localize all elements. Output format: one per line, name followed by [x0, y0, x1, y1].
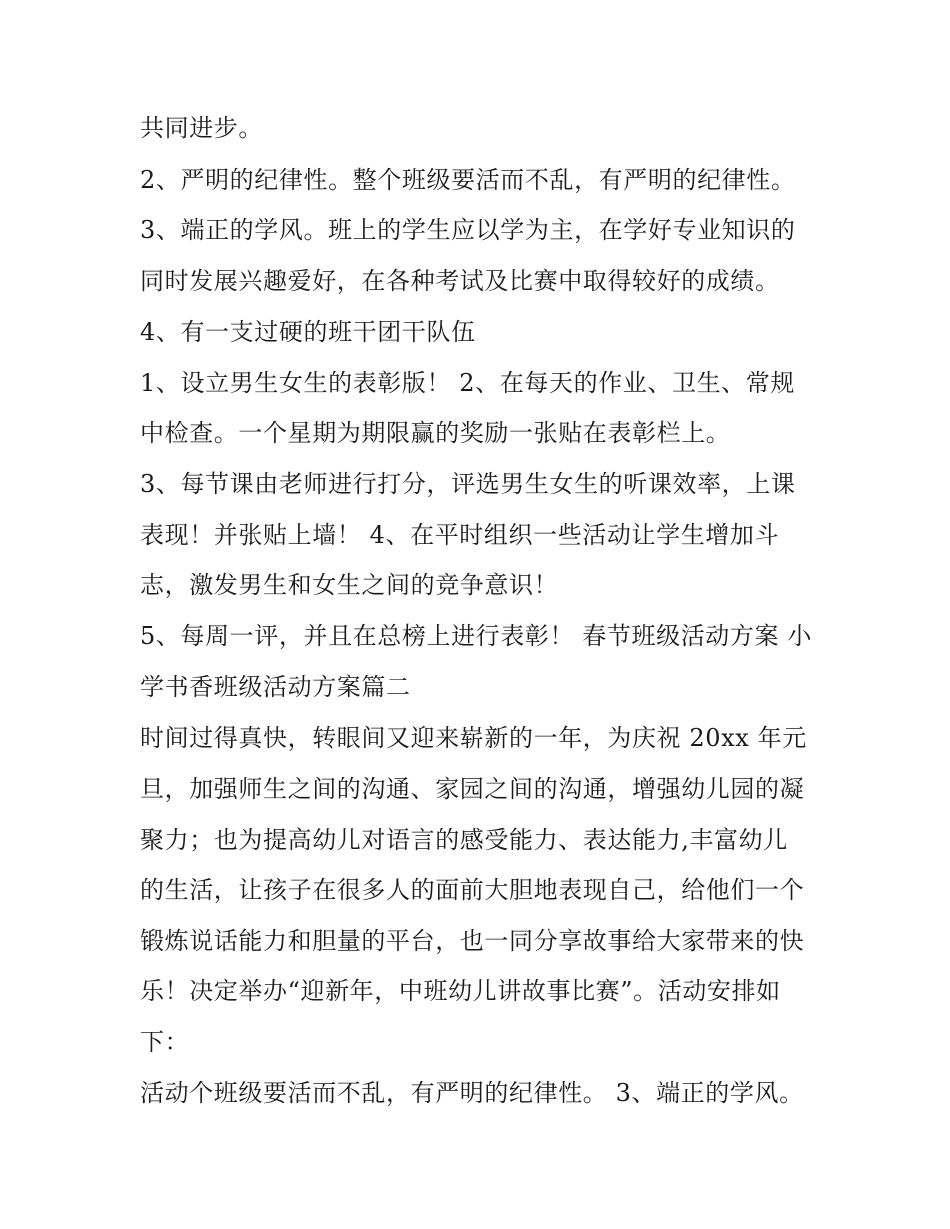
text-line: 活动个班级要活而不乱，有严明的纪律性。 3、端正的学风。 — [140, 1079, 804, 1107]
text-line: 5、每周一评，并且在总榜上进行表彰！ 春节班级活动方案 小 — [140, 622, 812, 650]
text-line: 中检查。一个星期为期限赢的奖励一张贴在表彰栏上。 — [140, 419, 731, 447]
text-line: 3、每节课由老师进行打分，评选男生女生的听课效率，上课 — [140, 470, 796, 498]
text-line: 聚力；也为提高幼儿对语言的感受能力、表达能力,丰富幼儿 — [140, 826, 788, 854]
text-line: 共同进步。 — [140, 114, 263, 142]
text-line: 锻炼说话能力和胆量的平台，也一同分享故事给大家带来的快 — [140, 927, 805, 955]
text-line: 下： — [140, 1028, 190, 1056]
text-line: 志，激发男生和女生之间的竞争意识！ — [140, 571, 559, 599]
text-line: 旦，加强师生之间的沟通、家园之间的沟通，增强幼儿园的凝 — [140, 775, 805, 803]
text-line: 表现！并张贴上墙！ 4、在平时组织一些活动让学生增加斗 — [140, 521, 780, 549]
text-line: 时间过得真快，转眼间又迎来崭新的一年，为庆祝 20xx 年元 — [140, 724, 807, 752]
text-line: 的生活，让孩子在很多人的面前大胆地表现自己，给他们一个 — [140, 876, 805, 904]
text-line: 1、设立男生女生的表彰版！ 2、在每天的作业、卫生、常规 — [140, 369, 795, 397]
text-line: 4、有一支过硬的班干团干队伍 — [140, 318, 476, 346]
text-line: 学书香班级活动方案篇二 — [140, 673, 411, 701]
text-line: 乐！决定举办“迎新年，中班幼儿讲故事比赛”。活动安排如 — [140, 977, 781, 1005]
text-line: 同时发展兴趣爱好，在各种考试及比赛中取得较好的成绩。 — [140, 267, 780, 295]
text-line: 3、端正的学风。班上的学生应以学为主，在学好专业知识的 — [140, 216, 796, 244]
text-line: 2、严明的纪律性。整个班级要活而不乱，有严明的纪律性。 — [140, 166, 796, 194]
